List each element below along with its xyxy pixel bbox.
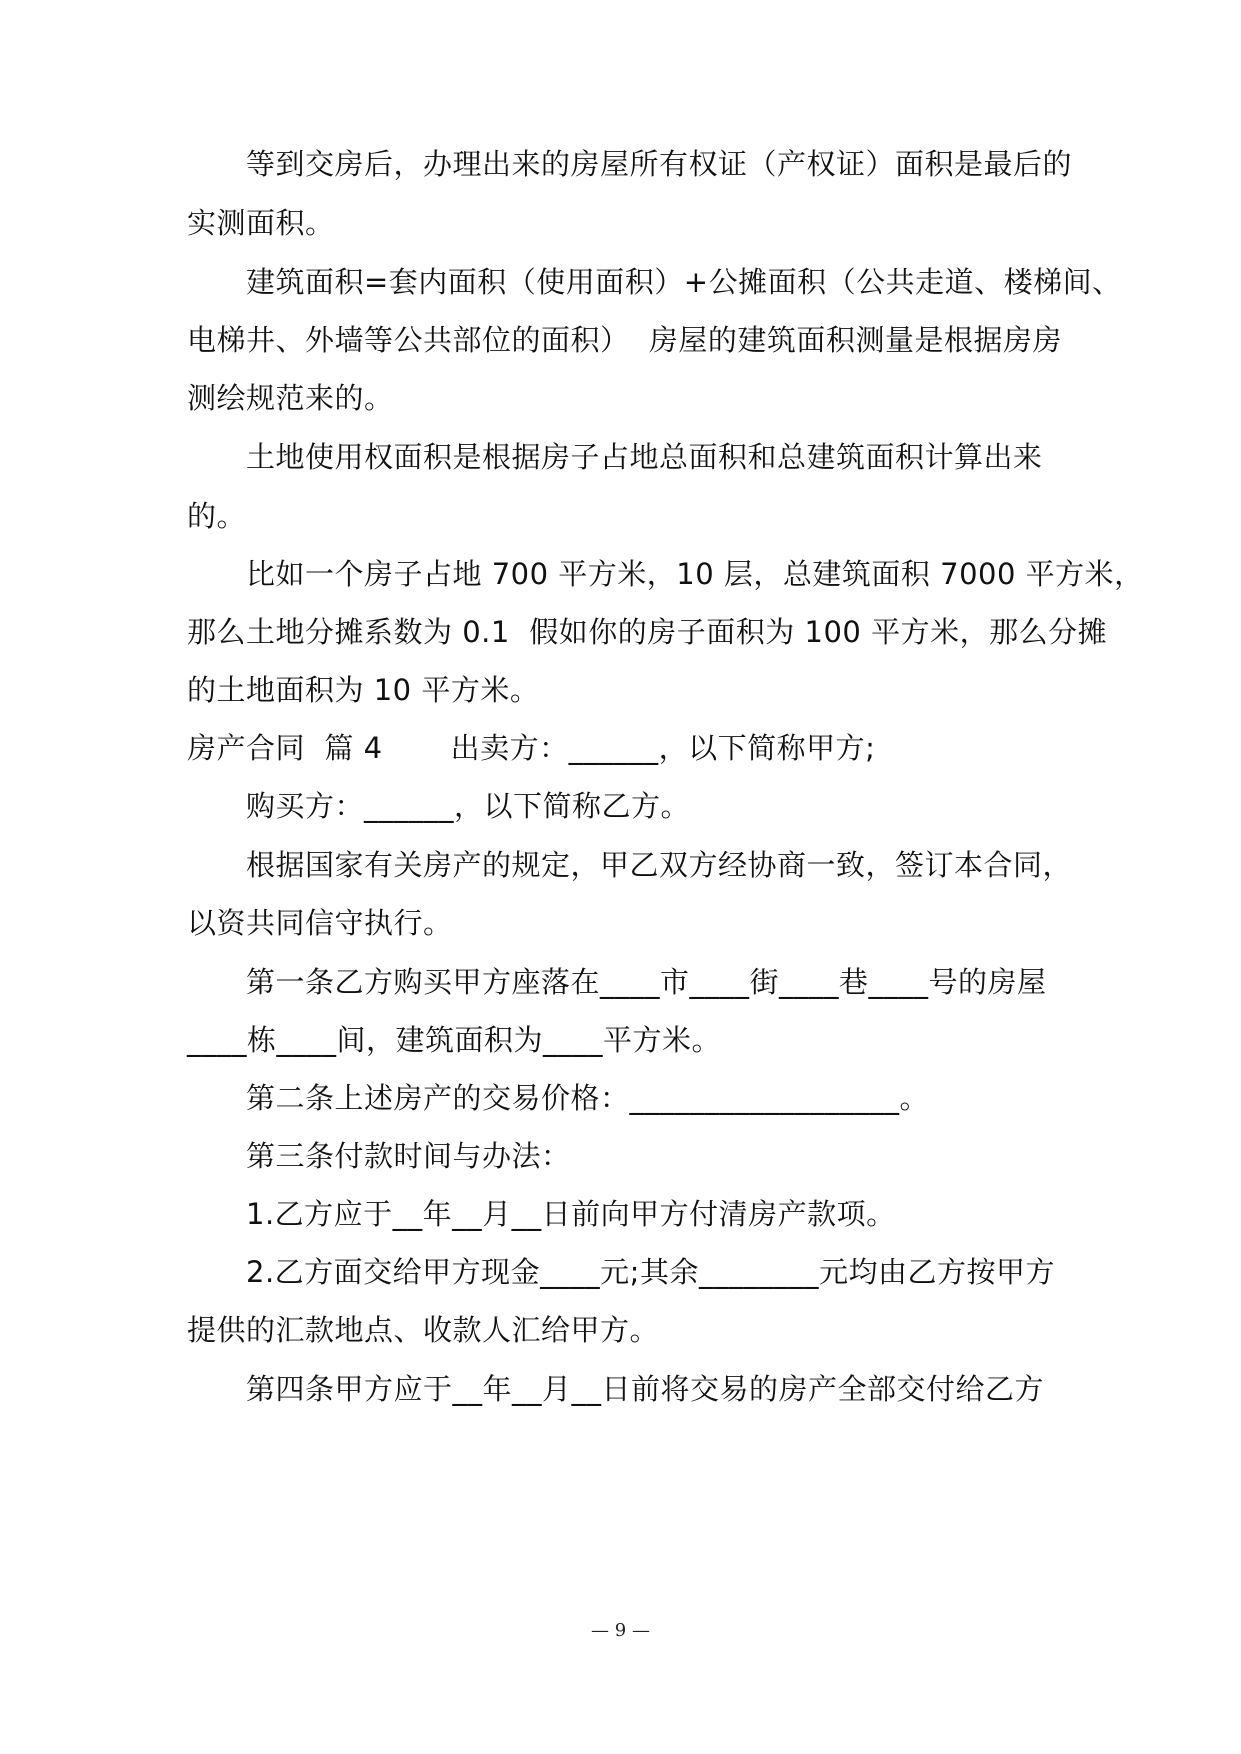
paragraph-line: 建筑面积=套内面积（使用面积）+公摊面积（公共走道、楼梯间、 <box>246 265 1122 299</box>
paragraph-line: 购买方：______，以下简称乙方。 <box>246 789 691 823</box>
paragraph-line: 第四条甲方应于__年__月__日前将交易的房产全部交付给乙方 <box>246 1372 1045 1406</box>
page-number: — 9 — <box>591 1620 650 1641</box>
paragraph-line: 第二条上述房产的交易价格：__________________。 <box>246 1081 930 1115</box>
paragraph-line: 比如一个房子占地 700 平方米，10 层，总建筑面积 7000 平方米， <box>246 557 1144 591</box>
paragraph-line: 以资共同信守执行。 <box>187 906 453 940</box>
paragraph-line: 测绘规范来的。 <box>187 381 394 415</box>
paragraph-line: 实测面积。 <box>187 206 335 240</box>
paragraph-line: ____栋____间，建筑面积为____平方米。 <box>187 1023 722 1057</box>
section-heading-line: 房产合同 篇 4 出卖方：______，以下简称甲方; <box>187 731 876 765</box>
paragraph-line: 等到交房后，办理出来的房屋所有权证（产权证）面积是最后的 <box>246 147 1073 181</box>
paragraph-line: 根据国家有关房产的规定，甲乙双方经协商一致，签订本合同， <box>246 848 1073 882</box>
paragraph-line: 土地使用权面积是根据房子占地总面积和总建筑面积计算出来 <box>246 440 1043 474</box>
paragraph-line: 电梯井、外墙等公共部位的面积） 房屋的建筑面积测量是根据房房 <box>187 323 1062 357</box>
paragraph-line: 那么土地分摊系数为 0.1 假如你的房子面积为 100 平方米，那么分摊 <box>187 615 1108 649</box>
paragraph-line: 1.乙方应于__年__月__日前向甲方付清房产款项。 <box>246 1197 896 1231</box>
paragraph-line: 的土地面积为 10 平方米。 <box>187 673 540 707</box>
paragraph-line: 第三条付款时间与办法： <box>246 1139 571 1173</box>
paragraph-line: 的。 <box>187 499 247 533</box>
paragraph-line: 提供的汇款地点、收款人汇给甲方。 <box>187 1313 660 1347</box>
paragraph-line: 2.乙方面交给甲方现金____元;其余________元均由乙方按甲方 <box>246 1255 1055 1289</box>
paragraph-line: 第一条乙方购买甲方座落在____市____街____巷____号的房屋 <box>246 965 1047 999</box>
